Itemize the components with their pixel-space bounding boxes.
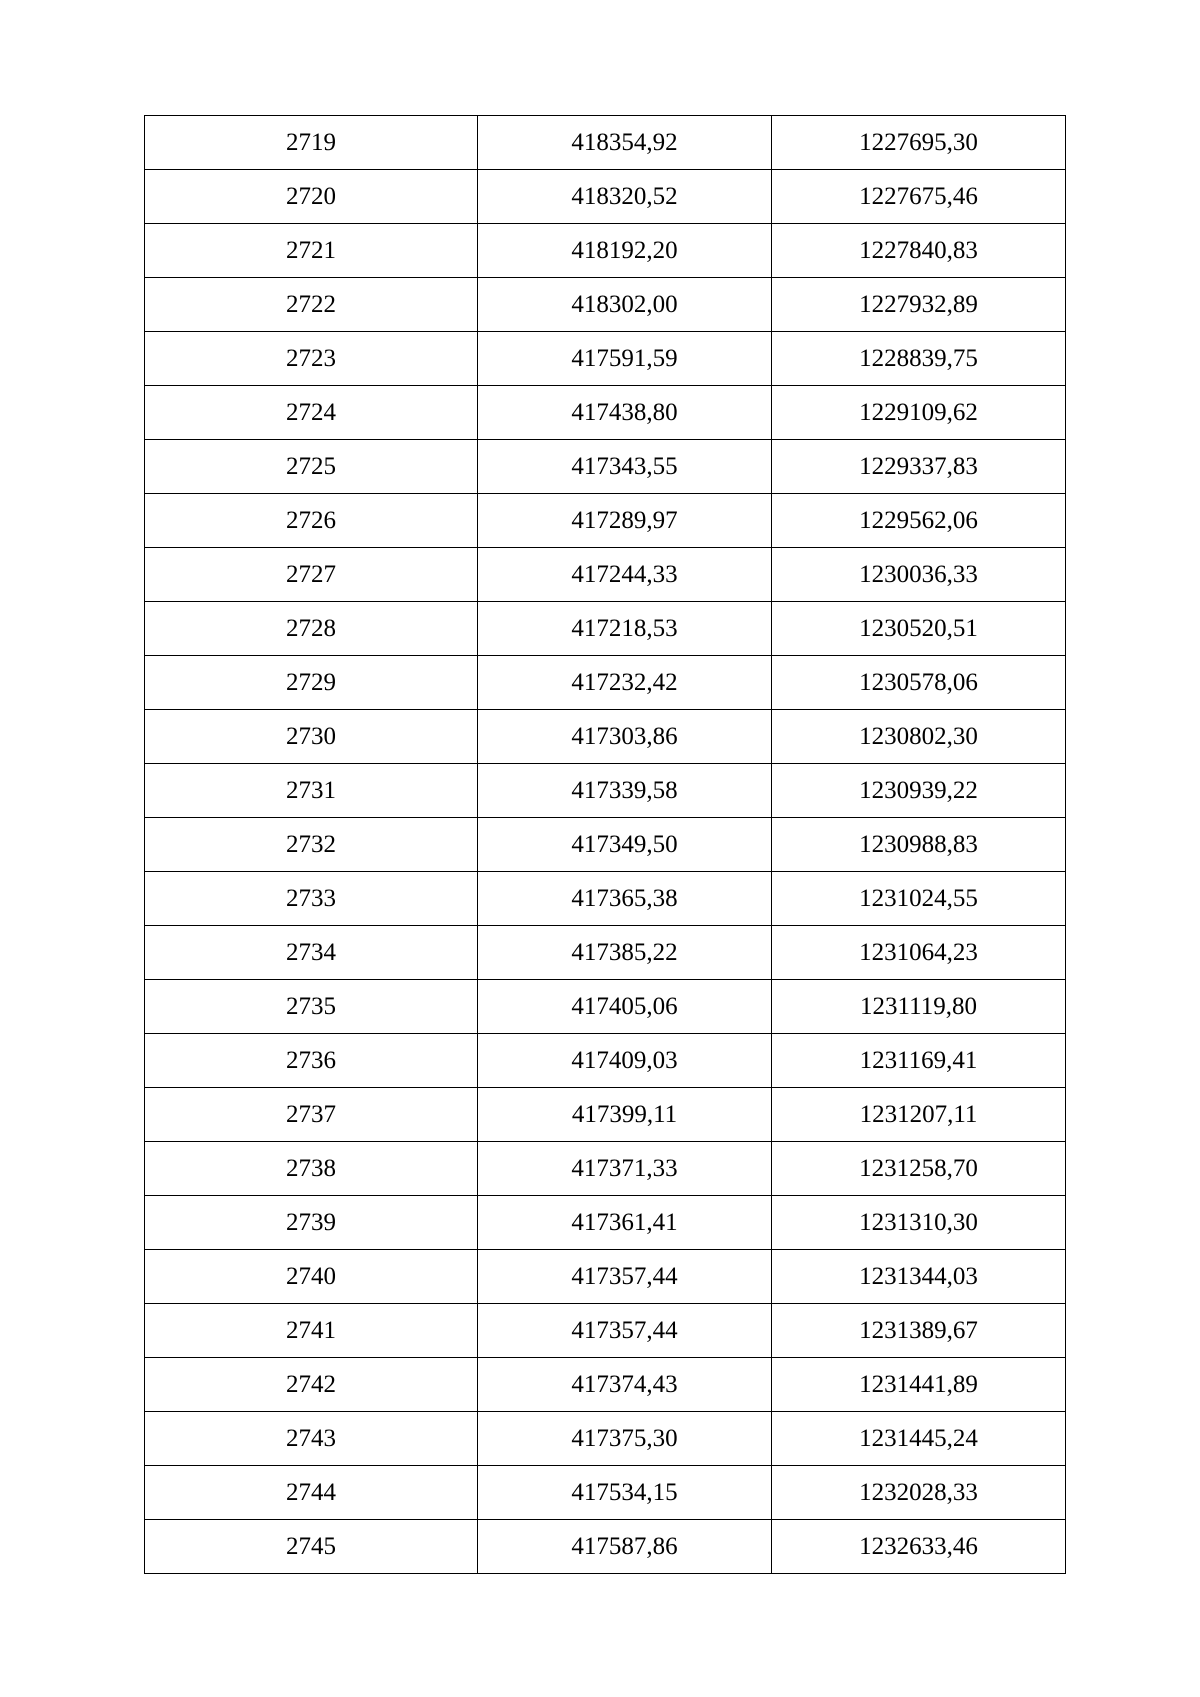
y-coordinate-cell: 1231310,30: [772, 1196, 1066, 1250]
x-coordinate-cell: 417409,03: [478, 1034, 772, 1088]
table-row: [145, 764, 1066, 818]
point-number-cell: 2745: [145, 1520, 478, 1574]
point-number-cell: 2731: [145, 764, 478, 818]
y-coordinate-cell: 1230520,51: [772, 602, 1066, 656]
y-coordinate-cell: 1231207,11: [772, 1088, 1066, 1142]
y-coordinate-cell: 1231169,41: [772, 1034, 1066, 1088]
point-number-cell: 2739: [145, 1196, 478, 1250]
x-coordinate-cell: 417232,42: [478, 656, 772, 710]
table-row: [145, 602, 1066, 656]
y-coordinate-cell: 1232028,33: [772, 1466, 1066, 1520]
table-row: [145, 224, 1066, 278]
x-coordinate-cell: 417365,38: [478, 872, 772, 926]
y-coordinate-cell: 1228839,75: [772, 332, 1066, 386]
y-coordinate-cell: 1231024,55: [772, 872, 1066, 926]
point-number-cell: 2738: [145, 1142, 478, 1196]
x-coordinate-cell: 417375,30: [478, 1412, 772, 1466]
point-number-cell: 2726: [145, 494, 478, 548]
table-row: [145, 278, 1066, 332]
x-coordinate-cell: 417534,15: [478, 1466, 772, 1520]
point-number-cell: 2721: [145, 224, 478, 278]
x-coordinate-cell: 417405,06: [478, 980, 772, 1034]
point-number-cell: 2727: [145, 548, 478, 602]
point-number-cell: 2741: [145, 1304, 478, 1358]
point-number-cell: 2732: [145, 818, 478, 872]
y-coordinate-cell: 1232633,46: [772, 1520, 1066, 1574]
coordinates-table: [144, 115, 1066, 1574]
x-coordinate-cell: 417399,11: [478, 1088, 772, 1142]
table-row: [145, 548, 1066, 602]
point-number-cell: 2736: [145, 1034, 478, 1088]
x-coordinate-cell: 417218,53: [478, 602, 772, 656]
x-coordinate-cell: 417303,86: [478, 710, 772, 764]
table-row: [145, 1196, 1066, 1250]
x-coordinate-cell: 417244,33: [478, 548, 772, 602]
point-number-cell: 2740: [145, 1250, 478, 1304]
x-coordinate-cell: 417289,97: [478, 494, 772, 548]
point-number-cell: 2744: [145, 1466, 478, 1520]
y-coordinate-cell: 1230988,83: [772, 818, 1066, 872]
x-coordinate-cell: 417357,44: [478, 1304, 772, 1358]
table-row: [145, 1088, 1066, 1142]
y-coordinate-cell: 1230578,06: [772, 656, 1066, 710]
table-row: [145, 980, 1066, 1034]
point-number-cell: 2729: [145, 656, 478, 710]
y-coordinate-cell: 1227695,30: [772, 116, 1066, 170]
y-coordinate-cell: 1231389,67: [772, 1304, 1066, 1358]
table-row: [145, 386, 1066, 440]
x-coordinate-cell: 417361,41: [478, 1196, 772, 1250]
table-row: [145, 170, 1066, 224]
x-coordinate-cell: 418192,20: [478, 224, 772, 278]
y-coordinate-cell: 1227932,89: [772, 278, 1066, 332]
y-coordinate-cell: 1231064,23: [772, 926, 1066, 980]
x-coordinate-cell: 417385,22: [478, 926, 772, 980]
x-coordinate-cell: 417374,43: [478, 1358, 772, 1412]
x-coordinate-cell: 417587,86: [478, 1520, 772, 1574]
x-coordinate-cell: 417343,55: [478, 440, 772, 494]
y-coordinate-cell: 1229109,62: [772, 386, 1066, 440]
table-row: [145, 656, 1066, 710]
point-number-cell: 2735: [145, 980, 478, 1034]
table-row: [145, 332, 1066, 386]
y-coordinate-cell: 1231119,80: [772, 980, 1066, 1034]
y-coordinate-cell: 1231344,03: [772, 1250, 1066, 1304]
table-row: [145, 710, 1066, 764]
y-coordinate-cell: 1229562,06: [772, 494, 1066, 548]
table-row: [145, 1304, 1066, 1358]
point-number-cell: 2720: [145, 170, 478, 224]
x-coordinate-cell: 418320,52: [478, 170, 772, 224]
y-coordinate-cell: 1231445,24: [772, 1412, 1066, 1466]
y-coordinate-cell: 1227840,83: [772, 224, 1066, 278]
table-row: [145, 1250, 1066, 1304]
table-row: [145, 1412, 1066, 1466]
point-number-cell: 2742: [145, 1358, 478, 1412]
x-coordinate-cell: 418354,92: [478, 116, 772, 170]
table-row: [145, 1034, 1066, 1088]
point-number-cell: 2725: [145, 440, 478, 494]
point-number-cell: 2719: [145, 116, 478, 170]
point-number-cell: 2737: [145, 1088, 478, 1142]
table-row: [145, 116, 1066, 170]
x-coordinate-cell: 417591,59: [478, 332, 772, 386]
y-coordinate-cell: 1229337,83: [772, 440, 1066, 494]
table-row: [145, 1520, 1066, 1574]
point-number-cell: 2734: [145, 926, 478, 980]
table-row: [145, 1358, 1066, 1412]
x-coordinate-cell: 417339,58: [478, 764, 772, 818]
point-number-cell: 2728: [145, 602, 478, 656]
y-coordinate-cell: 1230036,33: [772, 548, 1066, 602]
x-coordinate-cell: 417438,80: [478, 386, 772, 440]
y-coordinate-cell: 1230802,30: [772, 710, 1066, 764]
table-row: [145, 926, 1066, 980]
table-row: [145, 818, 1066, 872]
table-row: [145, 440, 1066, 494]
x-coordinate-cell: 417357,44: [478, 1250, 772, 1304]
x-coordinate-cell: 417349,50: [478, 818, 772, 872]
table-row: [145, 1142, 1066, 1196]
point-number-cell: 2743: [145, 1412, 478, 1466]
y-coordinate-cell: 1231441,89: [772, 1358, 1066, 1412]
y-coordinate-cell: 1230939,22: [772, 764, 1066, 818]
point-number-cell: 2724: [145, 386, 478, 440]
table-row: [145, 1466, 1066, 1520]
y-coordinate-cell: 1231258,70: [772, 1142, 1066, 1196]
coordinates-table-body: [145, 116, 1066, 1574]
table-row: [145, 494, 1066, 548]
x-coordinate-cell: 418302,00: [478, 278, 772, 332]
point-number-cell: 2733: [145, 872, 478, 926]
point-number-cell: 2722: [145, 278, 478, 332]
y-coordinate-cell: 1227675,46: [772, 170, 1066, 224]
x-coordinate-cell: 417371,33: [478, 1142, 772, 1196]
point-number-cell: 2723: [145, 332, 478, 386]
table-row: [145, 872, 1066, 926]
point-number-cell: 2730: [145, 710, 478, 764]
